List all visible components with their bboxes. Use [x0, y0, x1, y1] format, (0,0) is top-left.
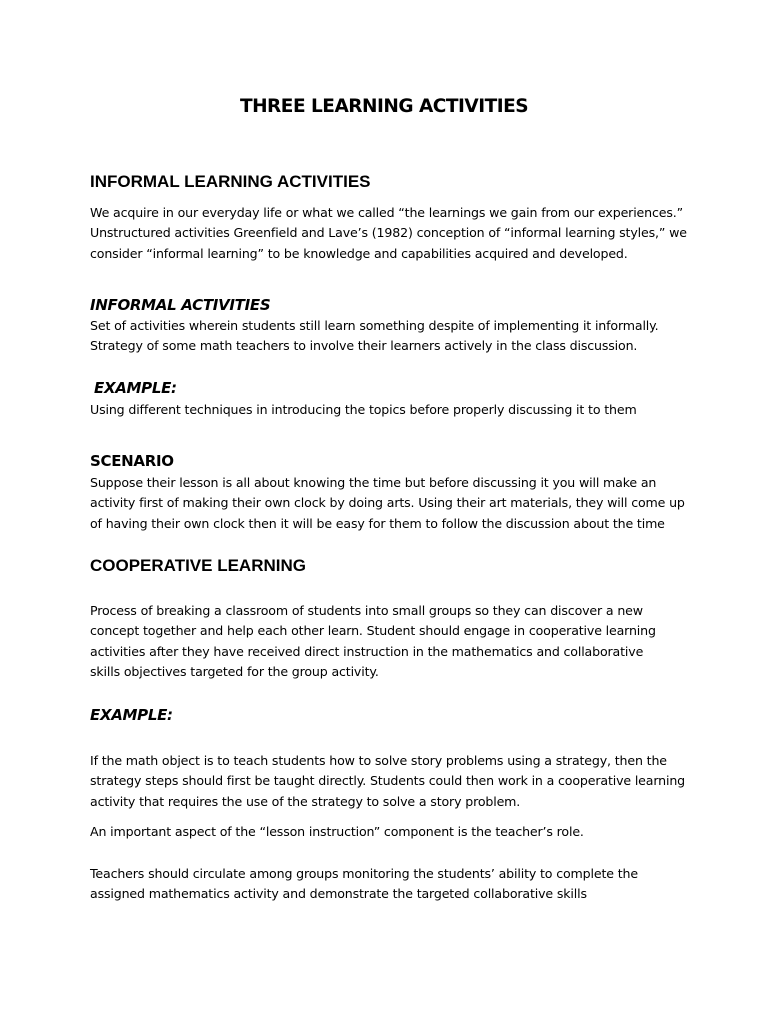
- text-line: strategy steps should first be taught directly. Students could then work in a cooperative learning: [90, 773, 686, 789]
- text-line: skills objectives targeted for the group activity.: [90, 663, 379, 679]
- text-line: assigned mathematics activity and demonstrate the targeted collaborative skills: [90, 886, 587, 902]
- closing-text: [90, 864, 686, 905]
- text-line: Unstructured activities Greenfield and Lave’s (1982) conception of “informal learning styles,” we: [90, 225, 687, 241]
- scenario-text: [90, 473, 686, 534]
- example-text-cooperative: [90, 751, 686, 812]
- text-line: We acquire in our everyday life or what we called “the learnings we gain from our experiences.”: [90, 205, 683, 220]
- text-line: If the math object is to teach students how to solve story problems using a strategy, then the: [90, 753, 667, 768]
- text-line: Set of activities wherein students still learn something despite of implementing it informally.: [90, 318, 659, 333]
- scenario-label: SCENARIO: [90, 452, 174, 470]
- example-text-informal: [90, 400, 686, 420]
- example-label-cooperative: EXAMPLE:: [90, 706, 173, 724]
- aspect-text: [90, 822, 686, 842]
- text-line: Strategy of some math teachers to involve their learners actively in the class discussion.: [90, 338, 638, 354]
- section-heading-informal-learning: INFORMAL LEARNING ACTIVITIES: [90, 172, 371, 191]
- text-line: of having their own clock then it will be easy for them to follow the discussion about the time: [90, 515, 665, 531]
- informal-learning-intro: [90, 203, 686, 264]
- cooperative-learning-intro: [90, 601, 686, 682]
- text-line: activity that requires the use of the strategy to solve a story problem.: [90, 793, 521, 809]
- informal-activities-text: [90, 316, 686, 357]
- text-line: activities after they have received direct instruction in the mathematics and collaborative: [90, 643, 644, 659]
- text-line: consider “informal learning” to be knowledge and capabilities acquired and developed.: [90, 245, 628, 261]
- text-line: Teachers should circulate among groups monitoring the students’ ability to complete the: [90, 866, 638, 881]
- section-heading-cooperative-learning: COOPERATIVE LEARNING: [90, 556, 306, 575]
- text-line: Using different techniques in introducing the topics before properly discussing it to them: [90, 402, 637, 417]
- text-line: Suppose their lesson is all about knowing the time but before discussing it you will make an: [90, 475, 657, 490]
- text-line: An important aspect of the “lesson instruction” component is the teacher’s role.: [90, 824, 584, 839]
- example-label-informal: EXAMPLE:: [94, 379, 177, 397]
- subheading-informal-activities: INFORMAL ACTIVITIES: [90, 296, 271, 314]
- text-line: concept together and help each other learn. Student should engage in cooperative learning: [90, 623, 656, 639]
- text-line: Process of breaking a classroom of students into small groups so they can discover a new: [90, 603, 643, 618]
- text-line: activity first of making their own clock by doing arts. Using their art materials, they will come up: [90, 495, 685, 511]
- document-title: THREE LEARNING ACTIVITIES: [239, 96, 529, 117]
